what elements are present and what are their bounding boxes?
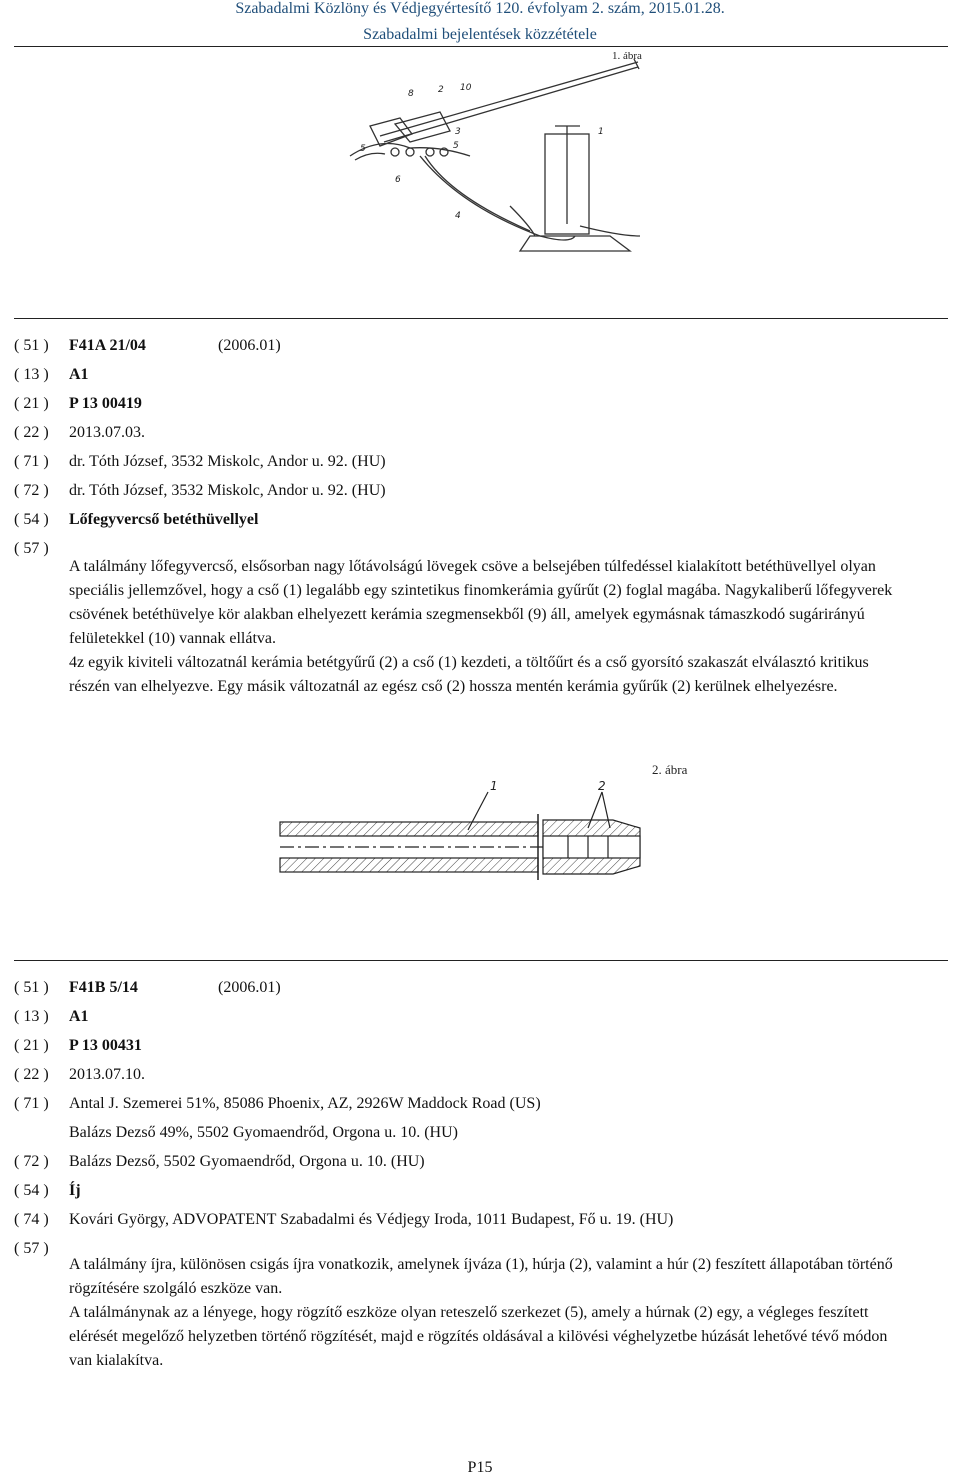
abstract-paragraph: A találmány íjra, különösen csigás íjra vonatkozik, amelynek íjváza (1), húrja (2), valamint a húr (2) feszített állapotában történő rögzítésére szolgáló eszköze van. [69,1256,893,1297]
fig1-label: 8 [408,89,414,99]
kind-code: A1 [69,366,89,383]
fig2-label: 2 [598,779,606,793]
fig1-label: 5 [360,144,366,154]
abstract-paragraph: 4z egyik kiviteli változatnál kerámia betétgyűrű (2) a cső (1) kezdeti, a töltőűrt és a cső gyorsító szakaszát elválasztó kritikus részén van elhelyezve. Egy másik változatnál az egész cső (2) hossza mentén kerámia gyűrűk (2) kerülnek elhelyezésre. [69,654,869,695]
fig2-label: 1 [490,779,498,793]
header-rule [14,46,948,47]
application-number: P 13 00419 [69,395,142,412]
figure2-caption: 2. ábra [652,762,688,777]
ipc-date: (2006.01) [218,979,281,996]
fig1-label: 5 [453,141,459,151]
fig1-label: 10 [460,83,472,93]
fig1-label: 6 [395,175,401,185]
kind-code: A1 [69,1008,89,1025]
figure2-drawing [268,778,688,888]
abstract [69,555,911,699]
figure1-drawing [340,56,640,256]
filing-date: 2013.07.10. [69,1066,145,1083]
fig1-label: 4 [455,211,461,221]
filing-date: 2013.07.03. [69,424,145,441]
applicant: Balázs Dezső 49%, 5502 Gyomaendrőd, Orgona u. 10. (HU) [69,1124,458,1141]
abstract [69,1253,911,1373]
application-number: P 13 00431 [69,1037,142,1054]
applicant: Antal J. Szemerei 51%, 85086 Phoenix, AZ, 2926W Maddock Road (US) [69,1095,541,1112]
fig1-label: 2 [438,85,444,95]
inventor: Balázs Dezső, 5502 Gyomaendrőd, Orgona u. 10. (HU) [69,1153,425,1170]
page-number: P15 [467,1459,493,1476]
ipc-date: (2006.01) [218,337,281,354]
patent-title: Lőfegyvercső betéthüvellyel [69,511,259,528]
abstract-paragraph: A találmánynak az a lényege, hogy rögzítő eszköze olyan reteszelő szerkezet (5), amely a húrnak (2) egy, a végleges feszített elérését megelőző helyzetben történő rögzítését, majd e rögzítés oldásával a kilövési véghelyzetbe húzását lehetővé tévő módon van kialakítva. [69,1304,888,1369]
section-rule [14,318,948,319]
barrel-line [380,62,638,136]
applicant: dr. Tóth József, 3532 Miskolc, Andor u. 92. (HU) [69,453,386,470]
inventor: dr. Tóth József, 3532 Miskolc, Andor u. 92. (HU) [69,482,386,499]
figure1-caption: 1. ábra [612,50,642,62]
agent: Kovári György, ADVOPATENT Szabadalmi és Védjegy Iroda, 1011 Budapest, Fő u. 19. (HU) [69,1211,674,1228]
patent-title: Íj [69,1182,81,1199]
ipc-class: F41A 21/04 [69,337,146,354]
abstract-paragraph: A találmány lőfegyvercső, elsősorban nagy lőtávolságú lövegek csöve a belsejében túlfedéssel kialakított betéthüvellyel olyan speciális jellemzővel, hogy a cső (1) legalább egy szintetikus finomkerámia gyűrűt (2) foglal magába. Nagykaliberű lőfegyverek csövének betéthüvelye kör alakban elhelyezett kerámia szegmensekből (9) áll, amelyek egymásnak támaszkodó sugárirányú felületekkel (10) vannak ellátva. [69,558,893,647]
journal-header: Szabadalmi Közlöny és Védjegyértesítő 120. évfolyam 2. szám, 2015.01.28. [235,0,725,17]
fig1-label: 1 [598,127,604,137]
fig1-label: 3 [455,127,461,137]
section-rule [14,960,948,961]
ipc-class: F41B 5/14 [69,979,138,996]
section-header: Szabadalmi bejelentések közzététele [363,26,597,43]
